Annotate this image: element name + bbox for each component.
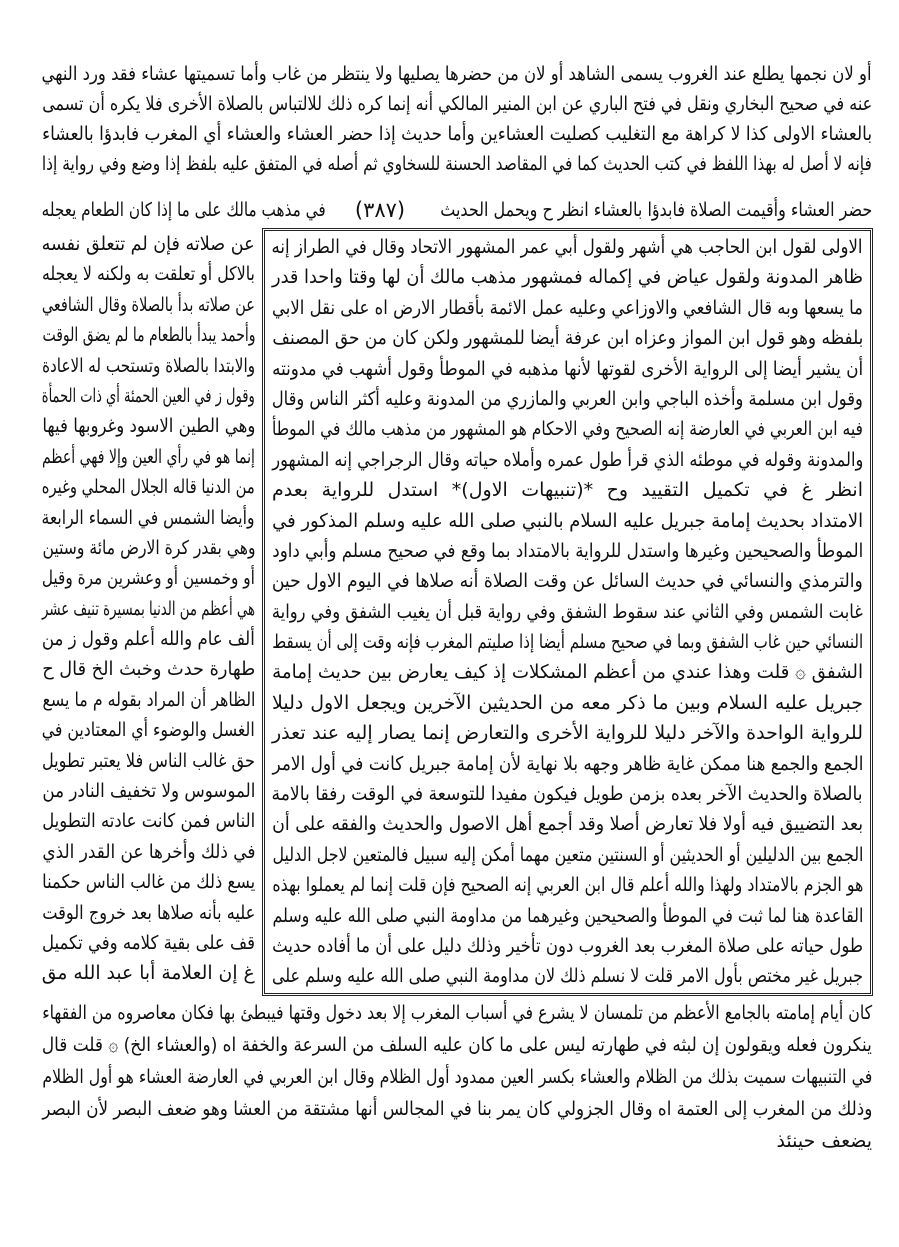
margin-text-line: إنما هو في رأي العين وإلا فهي أعظم — [42, 445, 255, 468]
top-last-line — [42, 195, 872, 225]
main-text-line: الجمع والجمع هنا ممكن غاية ظاهر وجهه بلا نهاية لأن إمامة جبريل كانت في أول الامر — [272, 752, 863, 775]
main-text-line: الاولى لقول ابن الحاجب هي أشهر ولقول أبي عمر المشهور الاتحاد وقال في الطراز إنه — [272, 236, 863, 258]
bottom-text-line: وذلك من المغرب إلى العتمة اه وقال الجزولي كان يمر بنا في المجالس أنها مشتقة من العشا وهو ضعف البصر لأن البصر — [42, 1098, 872, 1120]
main-text-line: الشفق ۞ قلت وهذا عندي من أعظم المشكلات إذ كيف يعارض بين حديث إمامة — [272, 661, 863, 684]
main-text-box — [262, 228, 873, 996]
margin-text-line: الغسل والوضوء أي المعتادين في — [42, 719, 255, 742]
main-text-line: فيه ابن العربي في العارضة إنه الصحيح وفي الاحكام هو المشهور من مذهب مالك في الموطأ — [272, 418, 863, 441]
margin-text-line: في مذهب مالك على ما إذا كان الطعام يعجله — [42, 199, 326, 221]
margin-text-line: وأحمد يبدأ بالطعام ما لم يضق الوقت — [42, 324, 255, 347]
margin-text-line: عليه بأنه صلاها بعد خروج الوقت — [42, 901, 255, 924]
bottom-text-line: ينكرون فعله ويقولون إن لبثه في طهارته ليس على ما كان عليه السلف من السرعة والخفة اه (والعشاء الخ) ۞ قلت قال — [42, 1034, 872, 1056]
page-number: (٣٨٧) — [354, 198, 406, 222]
top-text-line: أو لان نجمها يطلع عند الغروب يسمى الشاهد أو لان من حضرها يصليها ولا ينتظر من غاب وأما تسميتها عشاء فقد ورد النهي — [42, 63, 872, 85]
margin-text-line: في ذلك وأخرها عن القدر الذي — [42, 840, 255, 863]
margin-text-line: يسع ذلك من غالب الناس حكمنا — [42, 871, 255, 894]
margin-text-line: وهي الطين الاسود وغروبها فيها — [42, 415, 255, 438]
top-paragraph — [42, 59, 872, 179]
main-text-line: الامتداد بحديث إمامة جبريل عليه السلام بالنبي صلى الله عليه وسلم المذكور في — [272, 509, 863, 532]
main-text-line: انظر غ في تكميل التقييد وح *(تنبيهات الاول)* استدل للرواية بعدم — [272, 479, 863, 502]
margin-text-line: بالاكل أو تعلقت به ولكنه لا يعجله — [42, 263, 255, 286]
main-text-line: بلفظه وهو قول ابن المواز وعزاه ابن عرفة أيضا للمشهور ولكن كان من حق المصنف — [272, 327, 863, 350]
main-text-line: ظاهر المدونة ولقول عياض في إكماله فمشهور مذهب مالك أن لها وقتا واحدا قدر — [272, 266, 863, 289]
margin-text-line: من الدنيا قاله الجلال المحلي وغيره — [42, 476, 255, 499]
top-text-line: فإنه لا أصل له بهذا اللفظ في كتب الحديث كما في المقاصد الحسنة للسخاوي ثم أصله في المتفق عليه بلفظ إذا وضع وفي رواية إذا — [42, 153, 872, 175]
top-text-line: عنه في صحيح البخاري ونقل في فتح الباري عن ابن المنير المالكي أنه إنما كره ذلك للالتباس بالصلاة الأخرى فلا يكره أن تسمى — [42, 93, 872, 115]
margin-text-line: ألف عام والله أعلم وقول ز من — [42, 628, 255, 651]
main-text-line: جبريل غير مختص بأول الامر قلت لا نسلم ذلك لان مداومة النبي صلى الله عليه وسلم على — [272, 965, 863, 988]
top-text-line: بالعشاء الاولى كذا لا كراهة مع التغليب كصليت العشاءين وأما حديث إذا حضر العشاء والعشاء أي المغرب فابدؤا بالعشاء — [42, 123, 872, 145]
top-text-line: حضر العشاء وأقيمت الصلاة فابدؤا بالعشاء انظر ح ويحمل الحديث — [440, 199, 872, 221]
main-text-line: للرواية الواحدة والآخر دليلا للرواية الأخرى والتعارض إنما يصار إليه عند تعذر — [272, 722, 863, 745]
margin-text-line: وقول ز في العين الحمئة أي ذات الحمأة — [42, 384, 255, 407]
main-text-line: والترمذي والنسائي في حديث السائل عن وقت الصلاة أنه صلاها في اليوم الاول حين — [272, 570, 863, 593]
bottom-text-line: كان أيام إمامته بالجامع الأعظم من تلمسان لا يشرع في أسباب المغرب إلا بعد دخول وقتها فيبطئ بها فكان معاصروه من الفقهاء — [42, 1002, 872, 1024]
main-text-line: أن يشير أيضا إلى الرواية الأخرى لقوتها لأنها مذهبه في الموطأ وقول أشهب في مدونته — [272, 357, 863, 380]
margin-text-line: أو وخمسين أو وعشرين مرة وقيل — [42, 567, 255, 590]
margin-text-line: الناس فمن كانت عادته التطويل — [42, 810, 255, 833]
main-text-line: بعد التضييق فيه أولا فلا تعارض أصلا وقد أجمع أهل الاصول والحديث والفقه على أن — [272, 813, 863, 836]
margin-text-line: عن صلاته بدأ بالصلاة وقال الشافعي — [42, 293, 255, 316]
main-text-line: والمدونة وقوله في موطئه الذي قرأ طول عمره وأملاه حياته وقال الرجراجي إنه المشهور — [272, 448, 863, 471]
main-text-line: بالصلاة والحديث الآخر بعده بزمن طويل فيكون مفيدا للتوسعة في الوقت رفقا بالامة — [272, 783, 863, 806]
main-text-line: طول حياته على صلاة المغرب بعد الغروب دون تأخير وذلك دليل على أن ما أفاده حديث — [272, 934, 863, 957]
margin-text-line: والابتدا بالصلاة وتستحب له الاعادة — [42, 354, 255, 377]
margin-text-line: هي أعظم من الدنيا بمسيرة تنيف عشر — [42, 597, 255, 620]
main-text-line: جبريل عليه السلام وبين ما ذكر معه من الحديثين الآخرين ويجعل الاول دليلا — [272, 691, 863, 714]
margin-text-line: عن صلاته فإن لم تتعلق نفسه — [42, 233, 255, 255]
main-text-line: هو الجزم بالامتداد ولهذا والله أعلم قال ابن العربي إنه الصحيح فإن قلت إنما لم يعملوا بهذه — [272, 874, 863, 897]
margin-text-line: وأيضا الشمس في السماء الرابعة — [42, 506, 255, 529]
main-text-line: ما يسعها وبه قال الشافعي والاوزاعي وعليه عمل الائمة بأقطار الارض اه على نقل الابي — [272, 296, 863, 319]
margin-text-line: غ إن العلامة أبا عبد الله مق — [42, 962, 255, 985]
main-text-line: النسائي حين غاب الشفق وبما في صحيح مسلم أيضا إذا صليتم المغرب فإنه وقت إلى أن يسقط — [272, 631, 863, 654]
margin-text-line: الموسوس ولا تخفيف النادر من — [42, 780, 255, 803]
margin-text-line: حق غالب الناس فلا يعتبر تطويل — [42, 749, 255, 772]
bottom-text-line: يضعف حينئذ — [776, 1130, 872, 1152]
main-text-line: الجمع بين الدليلين أو الحديثين أو السنتين متعين مهما أمكن إليه سبيل فالمتعين لاجل الدليل — [272, 843, 863, 866]
main-text-line: وقول ابن مسلمة وأخذه الباجي وابن العربي والمازري من المدونة وعليه أكثر الناس وقال — [272, 387, 863, 410]
bottom-text-line: في التنبيهات سميت بذلك من الظلام والعشاء بكسر العين ممدود أول الظلام وقال ابن العربي في العارضة العشاء هو أول الظلام — [42, 1066, 872, 1088]
margin-text-line: وهي بقدر كرة الارض مائة وستين — [42, 536, 255, 559]
margin-text-line: طهارة حدث وخبث الخ قال ح — [42, 658, 255, 681]
main-text-line: غابت الشمس وفي الثاني عند سقوط الشفق وفي رواية قبل أن يغيب الشفق وفي رواية — [272, 600, 863, 623]
main-text-line: الموطأ والصحيحين وغيرها واستدل للرواية بالامتداد بما وقع في صحيح مسلم وأبي داود — [272, 539, 863, 562]
main-text-line: القاعدة هنا لما ثبت في الموطأ والصحيحين وغيرهما من مداومة النبي صلى الله عليه وسلم — [272, 904, 863, 927]
bottom-paragraph — [42, 997, 872, 1157]
margin-text-line: الظاهر أن المراد بقوله م ما يسع — [42, 688, 255, 711]
margin-commentary — [42, 229, 255, 989]
margin-text-line: قف على بقية كلامه وفي تكميل — [42, 931, 255, 954]
